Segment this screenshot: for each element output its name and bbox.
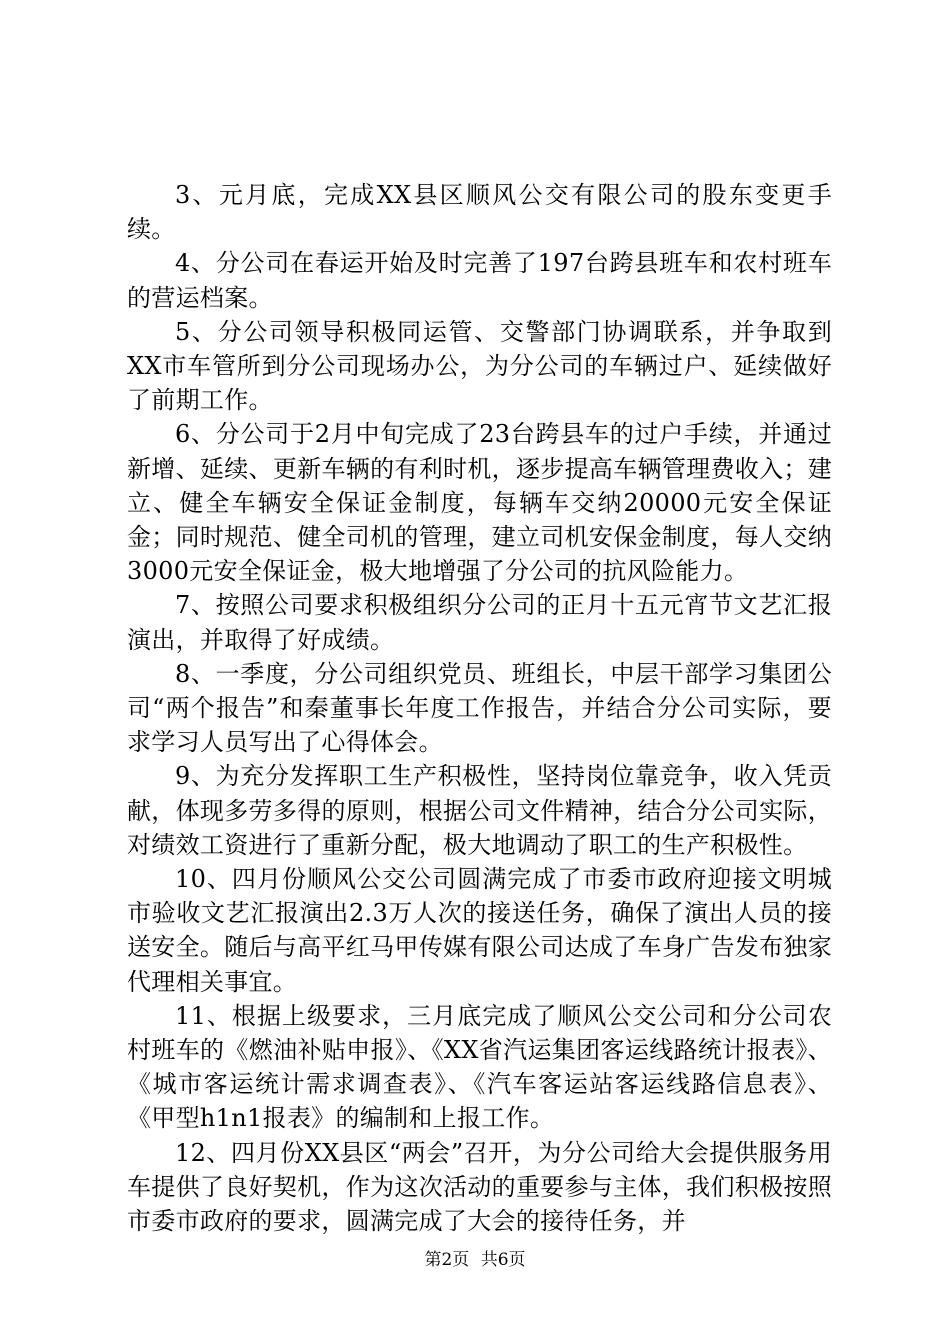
document-body	[127, 178, 832, 1238]
paragraph-item-10: 10、四月份顺风公交公司圆满完成了市委市政府迎接文明城市验收文艺汇报演出2.3万人次的接送任务，确保了演出人员的接送安全。随后与高平红马甲传媒有限公司达成了车身广告发布独家代理相关事宜。	[127, 865, 832, 996]
page-total: 共6页	[480, 1250, 526, 1270]
paragraph-item-4: 4、分公司在春运开始及时完善了197台跨县班车和农村班车的营运档案。	[127, 249, 832, 312]
paragraph-item-3: 3、元月底，完成XX县区顺风公交有限公司的股东变更手续。	[127, 181, 832, 244]
paragraph-item-6: 6、分公司于2月中旬完成了23台跨县车的过户手续，并通过新增、延续、更新车辆的有利时机，逐步提高车辆管理费收入；建立、健全车辆安全保证金制度，每辆车交纳20000元安全保证金；同时规范、健全司机的管理，建立司机安保金制度，每人交纳3000元安全保证金，极大地增强了分公司的抗风险能力。	[127, 420, 832, 586]
paragraph-item-5: 5、分公司领导积极同运管、交警部门协调联系，并争取到XX市车管所到分公司现场办公，为分公司的车辆过户、延续做好了前期工作。	[127, 317, 832, 415]
page-footer	[0, 1245, 950, 1270]
page-number: 第2页	[424, 1250, 470, 1270]
paragraph-item-7: 7、按照公司要求积极组织分公司的正月十五元宵节文艺汇报演出，并取得了好成绩。	[127, 591, 832, 654]
paragraph-item-8: 8、一季度，分公司组织党员、班组长，中层干部学习集团公司“两个报告”和秦董事长年度工作报告，并结合分公司实际，要求学习人员写出了心得体会。	[127, 659, 832, 757]
paragraph-item-11: 11、根据上级要求，三月底完成了顺风公交公司和分公司农村班车的《燃油补贴申报》、《XX省汽运集团客运线路统计报表》、《城市客运统计需求调查表》、《汽车客运站客运线路信息表》、《甲型h1n1报表》的编制和上报工作。	[127, 1001, 832, 1133]
paragraph-item-12: 12、四月份XX县区“两会”召开，为分公司给大会提供服务用车提供了良好契机，作为这次活动的重要参与主体，我们积极按照市委市政府的要求，圆满完成了大会的接待任务，并	[127, 1138, 832, 1236]
paragraph-item-9: 9、为充分发挥职工生产积极性，坚持岗位靠竞争，收入凭贡献，体现多劳多得的原则，根据公司文件精神，结合分公司实际，对绩效工资进行了重新分配，极大地调动了职工的生产积极性。	[127, 762, 832, 859]
